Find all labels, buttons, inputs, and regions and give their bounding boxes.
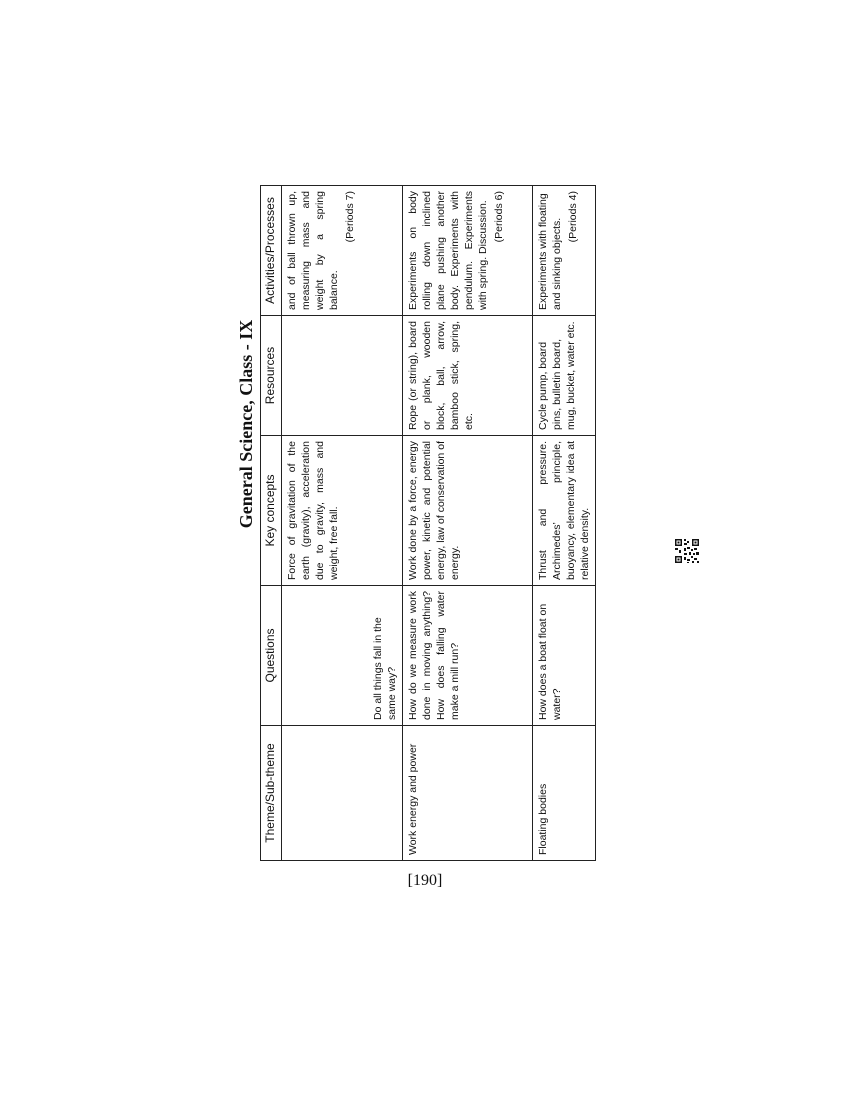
periods-label: (Periods 6): [493, 191, 505, 243]
cell-activities: [282, 186, 403, 316]
cell-activities: [403, 186, 533, 316]
cell-resources: Cycle pump, board pins, bulletin board, mug, bucket, water etc.: [533, 316, 596, 436]
cell-resources: [282, 316, 403, 436]
cell-question: How does a boat float on water?: [533, 586, 596, 726]
cell-theme: Work energy and power: [403, 726, 533, 861]
header-key-concepts: Key concepts: [261, 436, 282, 586]
header-questions: Questions: [261, 586, 282, 726]
cell-activities: [533, 186, 596, 316]
periods-label: (Periods 4): [567, 191, 579, 243]
qr-code-icon: [674, 538, 700, 564]
cell-concepts: Force of gravitation of the earth (gravity), acceleration due to gravity, mass and weight, free fall.: [282, 436, 403, 586]
cell-theme: [282, 726, 403, 861]
syllabus-table: [260, 185, 596, 861]
page-title: General Science, Class - IX: [236, 319, 256, 529]
periods-label: (Periods 7): [344, 191, 356, 243]
activities-text: Experiments with floating and sinking objects.: [537, 193, 563, 310]
table-row: [533, 186, 596, 861]
syllabus-table-rotated: [260, 186, 596, 861]
question-text: Do all things fall in the same way?: [372, 617, 398, 720]
header-activities: Activities/Processes: [261, 186, 282, 316]
header-theme: Theme/Sub-theme: [261, 726, 282, 861]
page-number: [190]: [407, 872, 443, 889]
cell-question: How do we measure work done in moving anything? How does falling water make a mill run?: [403, 586, 533, 726]
header-resources: Resources: [261, 316, 282, 436]
cell-resources: Rope (or string), board or plank, wooden block, ball, arrow, bamboo stick, spring, etc.: [403, 316, 533, 436]
cell-theme: Floating bodies: [533, 726, 596, 861]
table-row: [282, 186, 403, 861]
activities-text: and of ball thrown up, measuring mass and weight by a spring balance.: [286, 191, 340, 310]
header-row: [261, 186, 282, 861]
cell-question: [282, 586, 403, 726]
cell-concepts: Work done by a force, energy power, kinetic and potential energy, law of conservation of energy.: [403, 436, 533, 586]
activities-text: Experiments on body rolling down inclined plane pushing another body. Experiments with pendulum. Experiments with spring. Discussion.: [407, 191, 489, 310]
cell-concepts: Thrust and pressure. Archimedes’ principle, buoyancy, elementary idea at relative density.: [533, 436, 596, 586]
table-row: [403, 186, 533, 861]
